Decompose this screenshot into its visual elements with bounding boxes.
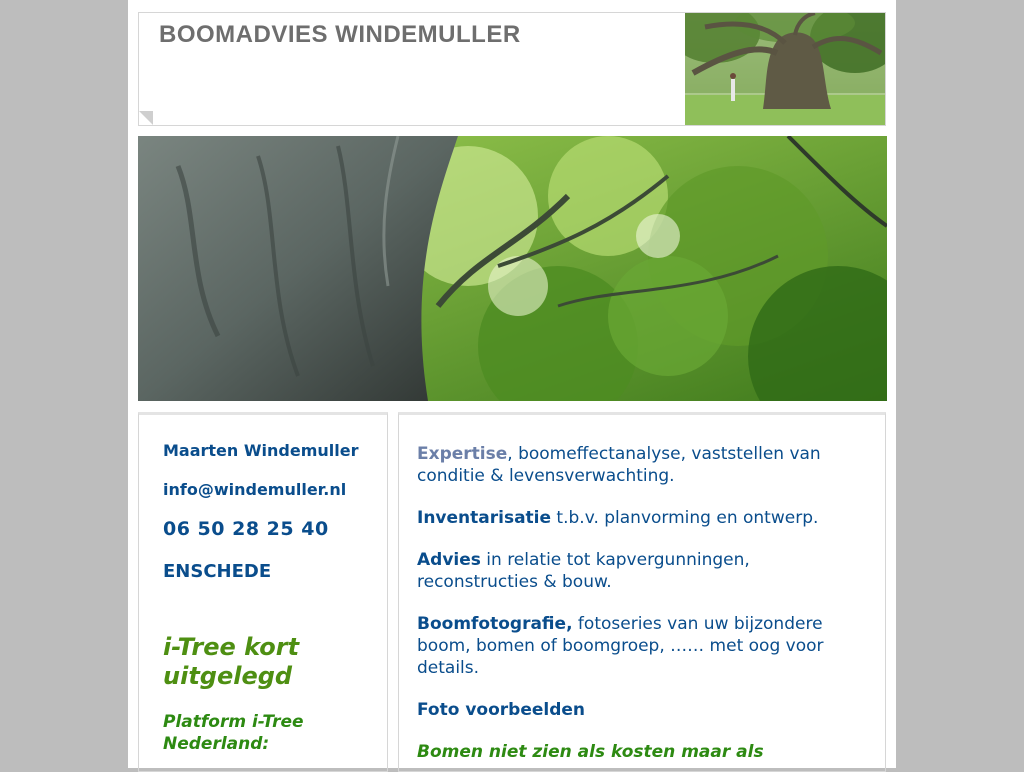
boomfotografie-paragraph <box>417 613 867 679</box>
expertise-paragraph <box>417 443 867 487</box>
expertise-keyword[interactable]: Expertise <box>417 444 508 464</box>
advies-paragraph <box>417 549 867 593</box>
advies-keyword[interactable]: Advies <box>417 550 481 570</box>
page-container <box>128 0 896 768</box>
contact-name: Maarten Windemuller <box>163 441 359 460</box>
foto-voorbeelden-link[interactable]: Foto voorbeelden <box>417 700 586 720</box>
itree-link[interactable]: i-Tree kort uitgelegd <box>163 633 300 690</box>
site-title[interactable]: BOOMADVIES WINDEMULLER <box>159 21 521 48</box>
boomfotografie-keyword[interactable]: Boomfotografie, <box>417 614 573 634</box>
tree-canopy-banner <box>138 136 887 401</box>
platform-itree-link[interactable]: Platform i-Tree Nederland: <box>163 712 304 754</box>
contact-city: ENSCHEDE <box>163 561 272 582</box>
site-header <box>138 12 886 126</box>
expertise-text: , boomeffectanalyse, vaststellen van conditie & levensverwachting. <box>417 444 821 486</box>
inventarisatie-keyword[interactable]: Inventarisatie <box>417 508 552 528</box>
services-content <box>398 412 886 772</box>
contact-phone: 06 50 28 25 40 <box>163 518 329 540</box>
inventarisatie-paragraph <box>417 507 867 529</box>
inventarisatie-text: t.b.v. planvorming en ontwerp. <box>551 508 819 528</box>
contact-sidebar <box>138 412 388 772</box>
contact-email-link[interactable]: info@windemuller.nl <box>163 480 347 499</box>
boomfotografie-text: fotoseries van uw bijzondere boom, bomen of boomgroep, …… met oog voor details. <box>417 614 824 678</box>
page-curl-decoration <box>139 111 153 125</box>
advies-text: in relatie tot kapvergunningen, reconstructies & bouw. <box>417 550 750 592</box>
bomen-kosten-link[interactable]: Bomen niet zien als kosten maar als <box>417 742 764 762</box>
tree-canopy-photo <box>138 136 887 401</box>
old-oak-tree-photo <box>685 13 885 125</box>
